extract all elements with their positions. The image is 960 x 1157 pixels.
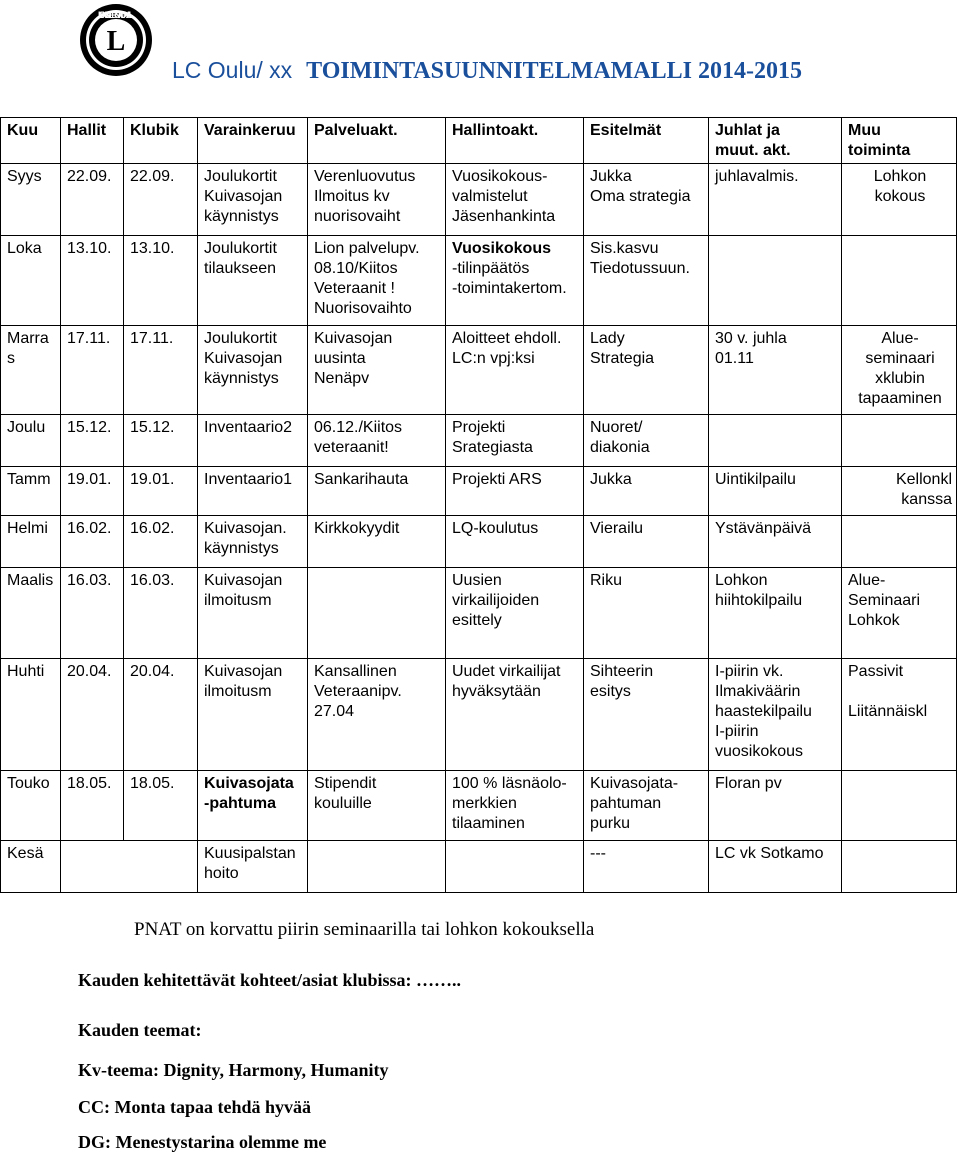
esitelmat-cell: Lady Strategia xyxy=(584,326,709,415)
hallinto-bold-text: Vuosikokous xyxy=(452,240,551,257)
juhlat-cell: I-piirin vk. Ilmakiväärin haastekilpailu I-piirin vuosikokous xyxy=(709,659,842,771)
table-row xyxy=(1,164,957,236)
palvelu-cell: Kirkkokyydit xyxy=(308,516,446,568)
hallit-cell: 13.10. xyxy=(61,236,124,326)
palvelu-cell: Kuivasojan uusinta Nenäpv xyxy=(308,326,446,415)
varainkeruu-cell: Inventaario2 xyxy=(198,415,308,467)
esitelmat-cell: Sis.kasvu Tiedotussuun. xyxy=(584,236,709,326)
hallinto-text: -tilinpäätös -toimintakertom. xyxy=(452,260,567,297)
hallinto-cell: LQ-koulutus xyxy=(446,516,584,568)
juhlat-cell xyxy=(709,415,842,467)
table-header-row xyxy=(1,118,957,164)
juhlat-cell: juhlavalmis. xyxy=(709,164,842,236)
palvelu-cell: Verenluovutus Ilmoitus kv nuorisovaiht xyxy=(308,164,446,236)
cc-theme: CC: Monta tapaa tehdä hyvää xyxy=(78,1097,312,1117)
hallit-cell: 16.02. xyxy=(61,516,124,568)
klubik-cell: 19.01. xyxy=(124,467,198,516)
month-cell: Tamm xyxy=(1,467,61,516)
month-cell: Marra s xyxy=(1,326,61,415)
varainkeruu-cell: Kuusipalstan hoito xyxy=(198,841,308,893)
juhlat-cell: 30 v. juhla 01.11 xyxy=(709,326,842,415)
column-header: Varainkeruu xyxy=(198,118,308,164)
varainkeruu-cell: Joulukortit Kuivasojan käynnistys xyxy=(198,164,308,236)
klubik-cell: 16.02. xyxy=(124,516,198,568)
hallit-cell: 20.04. xyxy=(61,659,124,771)
month-cell: Syys xyxy=(1,164,61,236)
table-row xyxy=(1,659,957,771)
muu-cell xyxy=(842,841,957,893)
month-cell: Touko xyxy=(1,771,61,841)
esitelmat-cell: Jukka xyxy=(584,467,709,516)
muu-cell: Lohkon kokous xyxy=(842,164,957,236)
hallinto-cell: Vuosikokous- valmistelut Jäsenhankinta xyxy=(446,164,584,236)
hallit-cell: 19.01. xyxy=(61,467,124,516)
hallit-cell: 22.09. xyxy=(61,164,124,236)
table-row xyxy=(1,236,957,326)
column-header: Muu toiminta xyxy=(842,118,957,164)
column-header: Palveluakt. xyxy=(308,118,446,164)
palvelu-cell: Kansallinen Veteraanipv. 27.04 xyxy=(308,659,446,771)
hallit-cell: 16.03. xyxy=(61,568,124,659)
hallinto-cell: Aloitteet ehdoll. LC:n vpj:ksi xyxy=(446,326,584,415)
table-row xyxy=(1,568,957,659)
varainkeruu-cell: Joulukortit tilaukseen xyxy=(198,236,308,326)
palvelu-cell xyxy=(308,568,446,659)
hallit-cell: 15.12. xyxy=(61,415,124,467)
klubik-cell: 17.11. xyxy=(124,326,198,415)
juhlat-cell: LC vk Sotkamo xyxy=(709,841,842,893)
hallinto-cell: Uudet virkailijat hyväksytään xyxy=(446,659,584,771)
palvelu-cell: Stipendit kouluille xyxy=(308,771,446,841)
logo-text: LIONS INTERNATIONAL xyxy=(98,10,134,20)
palvelu-cell: Lion palvelupv. 08.10/Kiitos Veteraanit ! Nuorisovaihto xyxy=(308,236,446,326)
varainkeruu-cell: Inventaario1 xyxy=(198,467,308,516)
table-row xyxy=(1,841,957,893)
month-cell: Maalis xyxy=(1,568,61,659)
klubik-cell: 18.05. xyxy=(124,771,198,841)
activity-plan-table xyxy=(0,117,957,893)
klubik-cell: 22.09. xyxy=(124,164,198,236)
dg-theme: DG: Menestystarina olemme me xyxy=(78,1132,327,1152)
column-header: Esitelmät xyxy=(584,118,709,164)
development-targets: Kauden kehitettävät kohteet/asiat klubissa: …….. xyxy=(78,970,462,990)
column-header: Juhlat ja muut. akt. xyxy=(709,118,842,164)
esitelmat-cell: Vierailu xyxy=(584,516,709,568)
hallinto-cell: 100 % läsnäolo- merkkien tilaaminen xyxy=(446,771,584,841)
varainkeruu-cell: Kuivasojan ilmoitusm xyxy=(198,568,308,659)
table-row xyxy=(1,467,957,516)
juhlat-cell: Uintikilpailu xyxy=(709,467,842,516)
hallit-cell: 18.05. xyxy=(61,771,124,841)
muu-cell: Alue- Seminaari Lohkok xyxy=(842,568,957,659)
palvelu-cell: 06.12./Kiitos veteraanit! xyxy=(308,415,446,467)
hallinto-cell: Projekti Srategiasta xyxy=(446,415,584,467)
esitelmat-cell: Sihteerin esitys xyxy=(584,659,709,771)
table-row xyxy=(1,771,957,841)
title-prefix: LC Oulu/ xx xyxy=(172,57,293,83)
title-main: TOIMINTASUUNNITELMAMALLI 2014-2015 xyxy=(306,58,802,84)
esitelmat-cell: Jukka Oma strategia xyxy=(584,164,709,236)
lions-logo xyxy=(78,2,154,78)
klubik-cell: 13.10. xyxy=(124,236,198,326)
month-cell: Helmi xyxy=(1,516,61,568)
muu-cell: Passivit Liitännäiskl xyxy=(842,659,957,771)
hallinto-cell xyxy=(446,841,584,893)
esitelmat-cell: --- xyxy=(584,841,709,893)
season-themes-heading: Kauden teemat: xyxy=(78,1020,202,1040)
column-header: Hallintoakt. xyxy=(446,118,584,164)
month-cell: Joulu xyxy=(1,415,61,467)
juhlat-cell: Lohkon hiihtokilpailu xyxy=(709,568,842,659)
month-cell: Huhti xyxy=(1,659,61,771)
esitelmat-cell: Nuoret/ diakonia xyxy=(584,415,709,467)
hallinto-cell: Projekti ARS xyxy=(446,467,584,516)
varainkeruu-cell: Kuivasojata -pahtuma xyxy=(198,771,308,841)
klubik-cell: 16.03. xyxy=(124,568,198,659)
table-row xyxy=(1,516,957,568)
hallit-cell: 17.11. xyxy=(61,326,124,415)
month-cell: Kesä xyxy=(1,841,61,893)
hallinto-cell: Uusien virkailijoiden esittely xyxy=(446,568,584,659)
muu-cell xyxy=(842,771,957,841)
esitelmat-cell: Riku xyxy=(584,568,709,659)
table-row xyxy=(1,415,957,467)
klubik-cell xyxy=(124,841,198,893)
palvelu-cell xyxy=(308,841,446,893)
juhlat-cell xyxy=(709,236,842,326)
pnat-note: PNAT on korvattu piirin seminaarilla tai lohkon kokouksella xyxy=(134,919,595,940)
muu-cell: Alue- seminaari xklubin tapaaminen xyxy=(842,326,957,415)
juhlat-cell: Floran pv xyxy=(709,771,842,841)
kv-theme: Kv-teema: Dignity, Harmony, Humanity xyxy=(78,1060,389,1080)
column-header: Hallit xyxy=(61,118,124,164)
column-header: Kuu xyxy=(1,118,61,164)
page-title xyxy=(172,57,802,85)
klubik-cell: 15.12. xyxy=(124,415,198,467)
muu-cell: Kellonkl kanssa xyxy=(842,467,957,516)
esitelmat-cell: Kuivasojata- pahtuman purku xyxy=(584,771,709,841)
juhlat-cell: Ystävänpäivä xyxy=(709,516,842,568)
klubik-cell: 20.04. xyxy=(124,659,198,771)
muu-cell xyxy=(842,236,957,326)
hallit-cell xyxy=(61,841,124,893)
svg-text:L: L xyxy=(106,26,126,57)
muu-cell xyxy=(842,415,957,467)
varainkeruu-cell: Kuivasojan ilmoitusm xyxy=(198,659,308,771)
palvelu-cell: Sankarihauta xyxy=(308,467,446,516)
table-row xyxy=(1,326,957,415)
column-header: Klubik xyxy=(124,118,198,164)
muu-cell xyxy=(842,516,957,568)
hallinto-cell xyxy=(446,236,584,326)
varainkeruu-cell: Kuivasojan. käynnistys xyxy=(198,516,308,568)
varainkeruu-cell: Joulukortit Kuivasojan käynnistys xyxy=(198,326,308,415)
month-cell: Loka xyxy=(1,236,61,326)
